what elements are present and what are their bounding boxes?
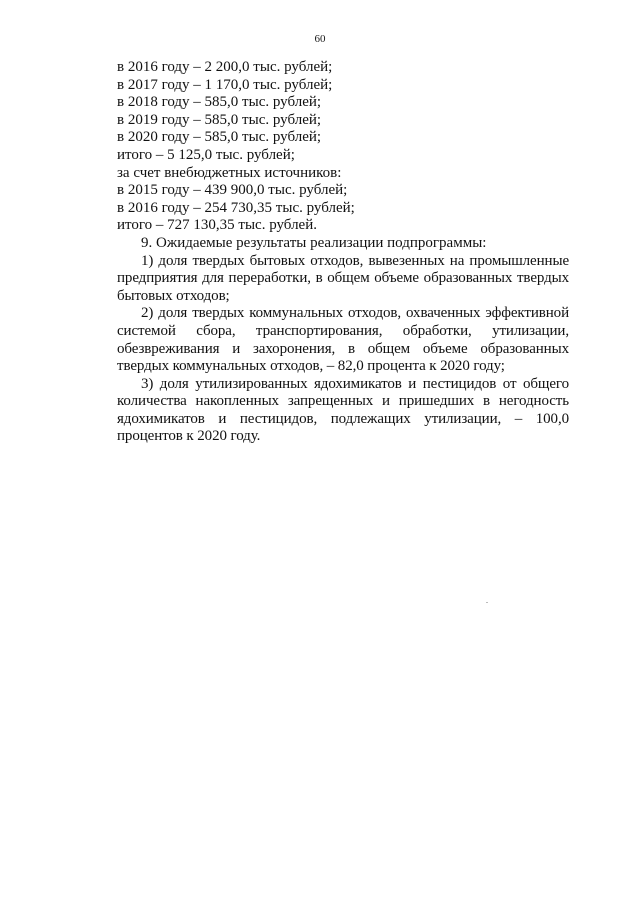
funding-line: в 2019 году – 585,0 тыс. рублей;: [117, 111, 322, 128]
funding-line: в 2016 году – 2 200,0 тыс. рублей;: [117, 59, 333, 75]
funding-line: в 2018 году – 585,0 тыс. рублей;: [117, 94, 322, 111]
funding-line: в 2016 году – 254 730,35 тыс. рублей;: [117, 199, 355, 216]
result-item: 1) доля твердых бытовых отходов, вывезенных на промышленные предприятия для переработки, в общем объеме образованных твердых бытовых отходов;: [117, 252, 569, 304]
funding-total-line: итого – 727 130,35 тыс. рублей.: [117, 217, 317, 234]
section-heading: 9. Ожидаемые результаты реализации подпрограммы:: [141, 234, 487, 251]
page-number: 60: [314, 33, 326, 45]
result-item: 3) доля утилизированных ядохимикатов и пестицидов от общего количества накопленных запрещенных и пришедших в негодность ядохимикатов и пестицидов, подлежащих утилизации, – 100,0 процентов к 2020 году.: [117, 375, 569, 445]
funding-line: в 2017 году – 1 170,0 тыс. рублей;: [117, 76, 333, 93]
funding-line: в 2015 году – 439 900,0 тыс. рублей;: [117, 182, 348, 199]
result-item: 2) доля твердых коммунальных отходов, охваченных эффективной системой сбора, транспортирования, обработки, утилизации, обезвреживания и захоронения, в общем объеме образованных твердых коммунальных отходов, – 82,0 процента к 2020 году;: [117, 305, 569, 375]
scan-speck: [486, 602, 488, 603]
funding-total-line: итого – 5 125,0 тыс. рублей;: [117, 146, 295, 163]
funding-source-heading: за счет внебюджетных источников:: [117, 164, 342, 181]
document-body: [117, 59, 569, 446]
funding-line: в 2020 году – 585,0 тыс. рублей;: [117, 129, 322, 146]
